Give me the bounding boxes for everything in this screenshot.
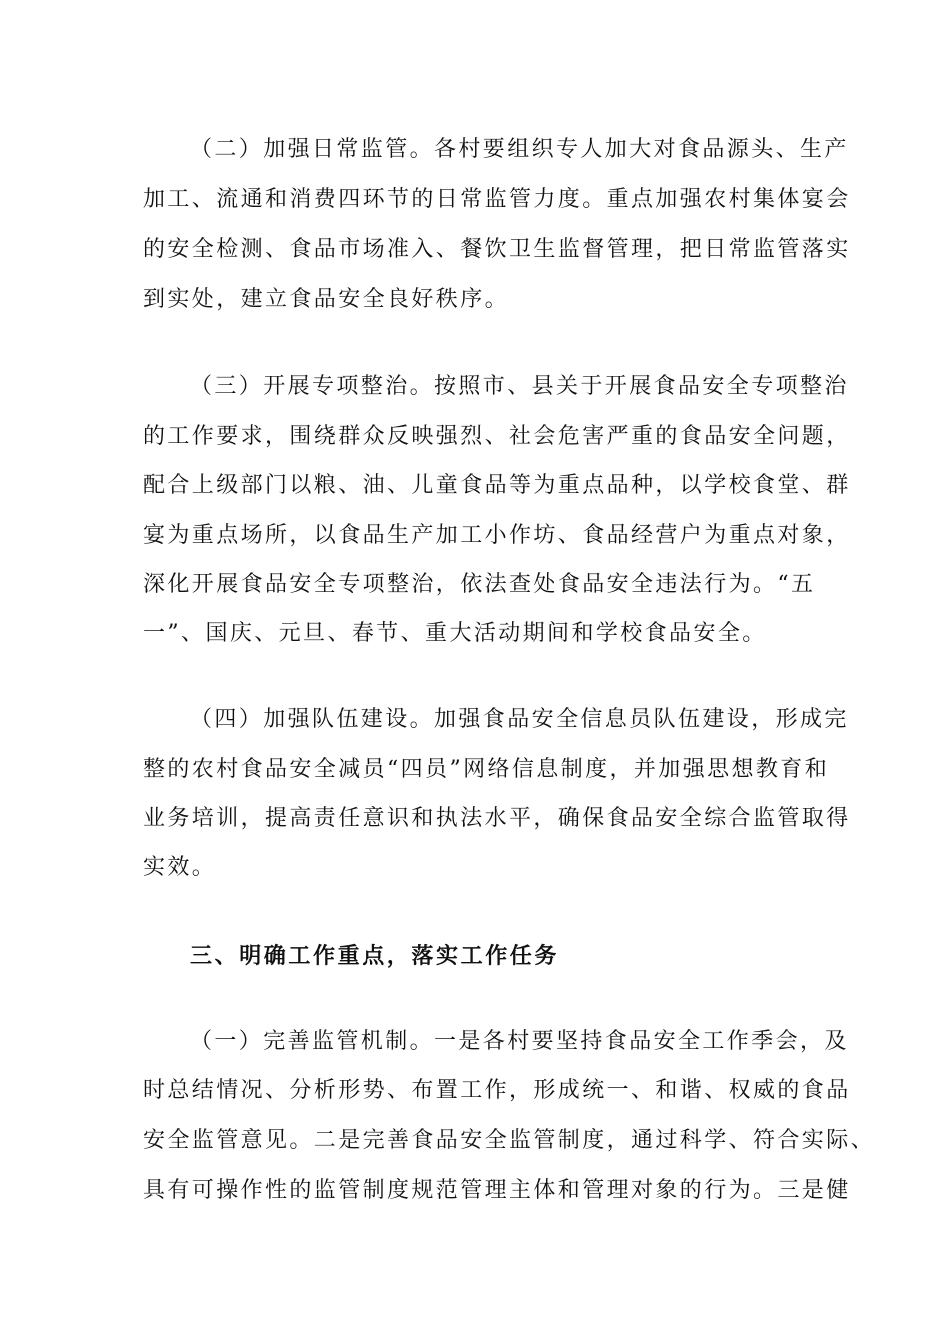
text-line: 的工作要求，围绕群众反映强烈、社会危害严重的食品安全问题， — [143, 424, 851, 449]
text-line: （三）开展专项整治。按照市、县关于开展食品安全专项整治 — [190, 374, 849, 399]
text-line: （四）加强队伍建设。加强食品安全信息员队伍建设，形成完 — [190, 707, 849, 732]
text-line: 深化开展食品安全专项整治，依法查处食品安全违法行为。“五 — [143, 572, 816, 597]
text-line: 业务培训，提高责任意识和执法水平，确保食品安全综合监管取得 — [143, 806, 851, 831]
text-line: 实效。 — [143, 855, 217, 880]
text-line: 安全监管意见。二是完善食品安全监管制度，通过科学、符合实际、 — [143, 1128, 876, 1153]
text-line: 时总结情况、分析形势、布置工作，形成统一、和谐、权威的食品 — [143, 1078, 851, 1103]
text-line: 整的农村食品安全减员“四员”网络信息制度，并加强思想教育和 — [143, 757, 830, 782]
text-line: 加工、流通和消费四环节的日常监管力度。重点加强农村集体宴会 — [143, 187, 851, 212]
text-line: （二）加强日常监管。各村要组织专人加大对食品源头、生产 — [190, 137, 849, 162]
section-heading: 三、明确工作重点，落实工作任务 — [190, 943, 560, 969]
text-line: 宴为重点场所，以食品生产加工小作坊、食品经营户为重点对象， — [143, 523, 851, 548]
text-line: 配合上级部门以粮、油、儿童食品等为重点品种，以学校食堂、群 — [143, 473, 851, 498]
text-line: 到实处，建立食品安全良好秩序。 — [143, 287, 510, 312]
text-line: 的安全检测、食品市场准入、餐饮卫生监督管理，把日常监管落实 — [143, 237, 851, 262]
text-line: （一）完善监管机制。一是各村要坚持食品安全工作季会，及 — [190, 1029, 849, 1054]
text-line: 一”、国庆、元旦、春节、重大活动期间和学校食品安全。 — [143, 621, 767, 646]
text-line: 具有可操作性的监管制度规范管理主体和管理对象的行为。三是健 — [143, 1178, 851, 1203]
